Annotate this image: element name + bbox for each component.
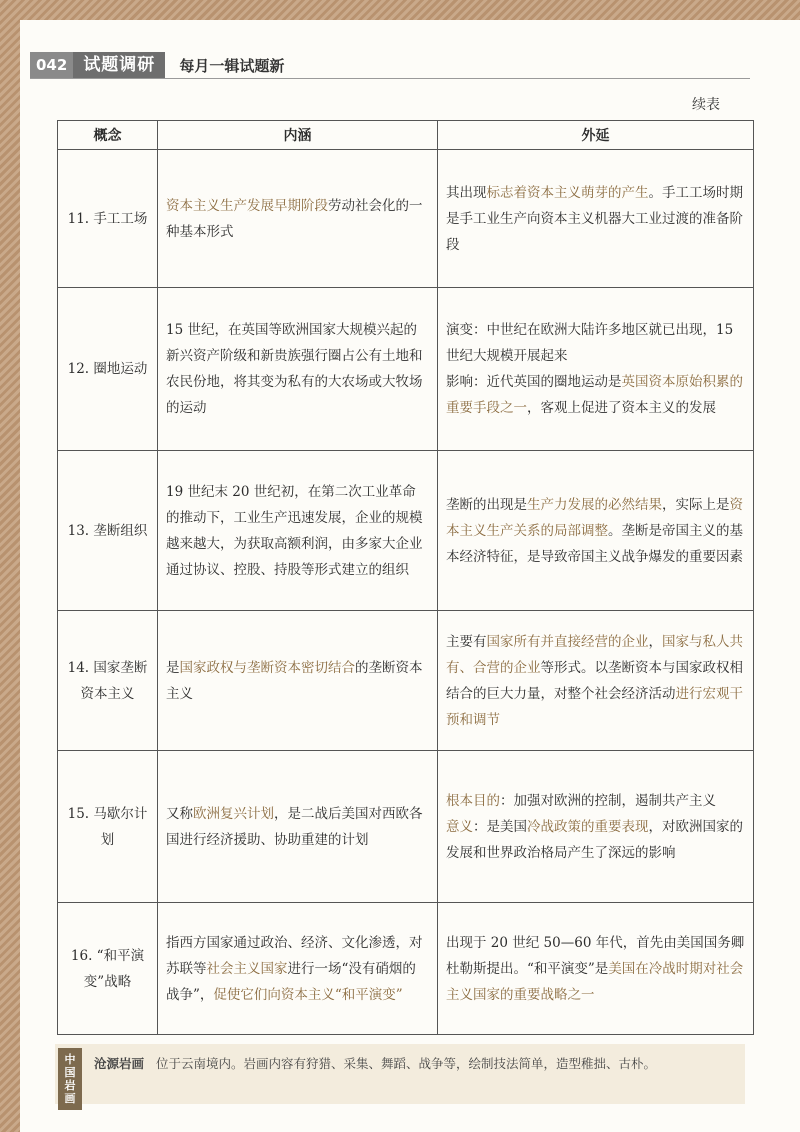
table-row	[58, 451, 754, 611]
body-text: 劳动社会化的一种基本形式	[166, 197, 423, 240]
body-text: 出现于 20 世纪 50—60 年代，首先由美国国务卿杜勒斯提出。“和平演变”是	[446, 934, 745, 977]
page-header	[30, 52, 284, 78]
concept-cell: 12. 圈地运动	[58, 288, 158, 451]
body-text: 15 世纪，在英国等欧洲国家大规模兴起的新兴资产阶级和新贵族强行圈占公有土地和农民份地，将其变为私有的大农场或大牧场的运动	[166, 322, 423, 416]
body-text: 演变：中世纪在欧洲大陆许多地区就已出现，15 世纪大规模开展起来	[446, 322, 734, 364]
body-text: ，	[648, 633, 662, 650]
extension-paragraph	[446, 180, 745, 258]
intension-cell	[158, 150, 438, 288]
highlight-text: 生产力发展的必然结果	[527, 496, 662, 513]
body-text: 其出现	[446, 184, 487, 201]
concept-cell: 16. “和平演变”战略	[58, 903, 158, 1035]
body-text: 。垄断是帝国主义的基本经济特征，是导致帝国主义战争爆发的重要因素	[446, 522, 743, 565]
extension-cell	[438, 451, 754, 611]
highlight-text: 意义	[446, 818, 473, 835]
header-divider	[30, 78, 750, 79]
page-number: 042	[30, 52, 73, 78]
highlight-text: 国家所有并直接经营的企业	[486, 633, 649, 650]
concept-cell: 15. 马歇尔计划	[58, 751, 158, 903]
badge-char: 国	[64, 1066, 76, 1079]
highlight-text: 冷战政策的重要表现	[527, 818, 649, 835]
highlight-text: 国家政权与垄断资本密切结合	[179, 659, 355, 676]
table-row	[58, 903, 754, 1035]
intension-cell	[158, 288, 438, 451]
extension-cell	[438, 288, 754, 451]
body-text: ：加强对欧洲的控制，遏制共产主义	[500, 792, 716, 809]
body-text: 等形式。以垄断资本与国家政权相结合的巨大力量，对整个社会经济活动	[446, 659, 743, 702]
body-text: 主要有	[446, 633, 487, 650]
body-text: 是	[166, 659, 180, 676]
highlight-text: 促使它们向资本主义“和平演变”	[213, 986, 403, 1003]
table-row	[58, 611, 754, 751]
extension-paragraph	[446, 814, 745, 866]
table-row	[58, 288, 754, 451]
footer-panel	[55, 1044, 745, 1104]
concept-cell: 13. 垄断组织	[58, 451, 158, 611]
column-header-concept: 概念	[58, 121, 158, 150]
extension-cell	[438, 150, 754, 288]
body-text: 19 世纪末 20 世纪初，在第二次工业革命的推动下，工业生产迅速发展，企业的规模越来越大，为获取高额利润，由多家大企业通过协议、控股、持股等形式建立的组织	[166, 483, 423, 578]
concept-cell: 11. 手工工场	[58, 150, 158, 288]
badge-char: 画	[64, 1092, 76, 1105]
highlight-text: 资本主义生产关系的局部调整	[446, 496, 743, 539]
badge-char: 岩	[64, 1079, 76, 1092]
body-text: ，是二战后美国对西欧各国进行经济援助、协助重建的计划	[166, 805, 423, 848]
decorative-top-border	[0, 0, 800, 20]
footer-title: 沧源岩画	[94, 1056, 145, 1071]
concept-table	[57, 120, 754, 1035]
footer-badge	[58, 1048, 82, 1110]
highlight-text: 英国资本原始积累的重要手段之一	[446, 374, 743, 416]
intension-cell	[158, 611, 438, 751]
body-text: ：是美国	[473, 818, 527, 835]
extension-paragraph	[446, 788, 745, 814]
table-body	[58, 150, 754, 1035]
table-row	[58, 150, 754, 288]
footer-caption	[94, 1054, 734, 1074]
body-text: 进行一场“没有硝烟的战争”，	[166, 960, 416, 1003]
extension-cell	[438, 903, 754, 1035]
column-header-intension: 内涵	[158, 121, 438, 150]
highlight-text: 根本目的	[446, 792, 500, 809]
continued-label: 续表	[692, 97, 720, 113]
intension-cell	[158, 903, 438, 1035]
body-text: ，对欧洲国家的发展和世界政治格局产生了深远的影响	[446, 818, 743, 861]
highlight-text: 社会主义国家	[206, 960, 288, 977]
extension-paragraph	[446, 492, 745, 570]
section-title: 试题调研	[73, 52, 165, 78]
extension-paragraph	[446, 629, 745, 733]
highlight-text: 美国在冷战时期对社会主义国家的重要战略之一	[446, 960, 744, 1003]
table-row	[58, 751, 754, 903]
extension-paragraph	[446, 317, 745, 369]
body-text: 垄断的出现是	[446, 496, 527, 513]
highlight-text: 欧洲复兴计划	[193, 805, 274, 822]
body-text: 又称	[166, 805, 193, 822]
body-text: 指西方国家通过政治、经济、文化渗透，对苏联等	[166, 934, 423, 977]
concept-cell: 14. 国家垄断资本主义	[58, 611, 158, 751]
highlight-text: 标志着资本主义萌芽的产生	[486, 184, 649, 201]
column-header-extension: 外延	[438, 121, 754, 150]
decorative-left-border	[0, 0, 20, 1132]
intension-cell	[158, 751, 438, 903]
highlight-text: 国家与私人共有、合营的企业	[446, 633, 743, 676]
body-text: 影响：近代英国的圈地运动是	[446, 374, 622, 390]
extension-cell	[438, 751, 754, 903]
extension-paragraph	[446, 369, 745, 421]
body-text: 。手工工场时期是手工业生产向资本主义机器大工业过渡的准备阶段	[446, 184, 743, 253]
extension-cell	[438, 611, 754, 751]
footer-description: 位于云南境内。岩画内容有狩猎、采集、舞蹈、战争等，绘制技法简单，造型稚拙、古朴。	[156, 1056, 657, 1071]
table-header-row	[58, 121, 754, 150]
body-text: 的垄断资本主义	[166, 659, 423, 702]
body-text: ，实际上是	[662, 496, 730, 513]
intension-cell	[158, 451, 438, 611]
extension-paragraph	[446, 930, 745, 1008]
badge-char: 中	[64, 1053, 76, 1066]
highlight-text: 进行宏观干预和调节	[446, 685, 743, 728]
highlight-text: 资本主义生产发展早期阶段	[166, 197, 328, 214]
header-subtitle: 每月一辑试题新	[179, 56, 285, 75]
body-text: ，客观上促进了资本主义的发展	[527, 400, 716, 416]
